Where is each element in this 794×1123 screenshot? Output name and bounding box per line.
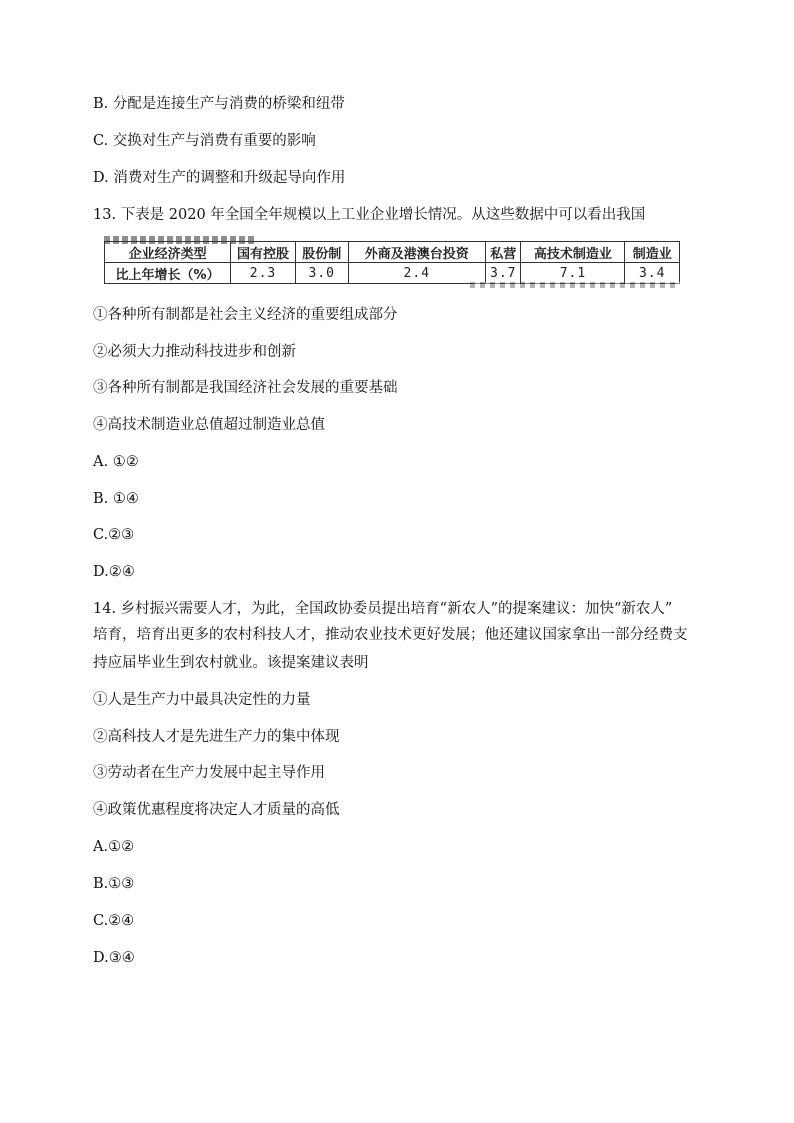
col-header: 制造业	[625, 242, 680, 263]
q14-stem-line-2: 培育，培育出更多的农村科技人才，推动农业技术更好发展；他还建议国家拿出一部分经费支	[93, 627, 688, 643]
q13-option-b: B. ①④	[93, 491, 139, 507]
table-value-row	[105, 263, 680, 284]
q12-option-d: D. 消费对生产的调整和升级起导向作用	[93, 170, 346, 186]
q13-option-c: C.②③	[93, 527, 135, 543]
q13-statement-2: ②必须大力推动科技进步和创新	[93, 344, 296, 360]
q14-statement-4: ④政策优惠程度将决定人才质量的高低	[93, 802, 340, 818]
table-cell: 3.0	[295, 263, 348, 284]
q12-option-c: C. 交换对生产与消费有重要的影响	[93, 133, 316, 149]
q14-option-c: C.②④	[93, 913, 135, 929]
col-header: 股份制	[295, 242, 348, 263]
q13-statement-3: ③各种所有制都是我国经济社会发展的重要基础	[93, 380, 398, 396]
q14-statement-3: ③劳动者在生产力发展中起主导作用	[93, 765, 325, 781]
col-header: 国有控股	[231, 242, 296, 263]
q13-option-d: D.②④	[93, 564, 135, 580]
q13-statement-1: ①各种所有制都是社会主义经济的重要组成部分	[93, 307, 398, 323]
q14-stem-line-1: 14. 乡村振兴需要人才，为此，全国政协委员提出培育“新农人”的提案建议：加快“新农人”	[93, 601, 673, 617]
col-header: 高技术制造业	[521, 242, 625, 263]
q13-data-table	[104, 241, 680, 284]
table-scan-artifact	[470, 282, 680, 288]
table-cell: 3.7	[486, 263, 521, 284]
q14-option-d: D.③④	[93, 950, 135, 966]
q14-statement-2: ②高科技人才是先进生产力的集中体现	[93, 729, 340, 745]
q13-statement-4: ④高技术制造业总值超过制造业总值	[93, 417, 325, 433]
col-header: 私营	[486, 242, 521, 263]
q14-option-b: B.①③	[93, 876, 135, 892]
table-cell: 2.4	[348, 263, 485, 284]
row-header-growth: 比上年增长（%）	[105, 263, 231, 284]
table-cell: 7.1	[521, 263, 625, 284]
q13-stem: 13. 下表是 2020 年全国全年规模以上工业企业增长情况。从这些数据中可以看出我国	[93, 207, 646, 223]
row-header-type: 企业经济类型	[105, 242, 231, 263]
q14-stem-line-3: 持应届毕业生到农村就业。该提案建议表明	[93, 655, 369, 671]
q13-data-table-image	[104, 236, 680, 288]
table-cell: 3.4	[625, 263, 680, 284]
q13-option-a: A. ①②	[93, 454, 139, 470]
q12-option-b: B. 分配是连接生产与消费的桥梁和纽带	[93, 96, 345, 112]
col-header: 外商及港澳台投资	[348, 242, 485, 263]
table-header-row	[105, 242, 680, 263]
q14-option-a: A.①②	[93, 839, 135, 855]
table-cell: 2.3	[231, 263, 296, 284]
q14-statement-1: ①人是生产力中最具决定性的力量	[93, 692, 311, 708]
